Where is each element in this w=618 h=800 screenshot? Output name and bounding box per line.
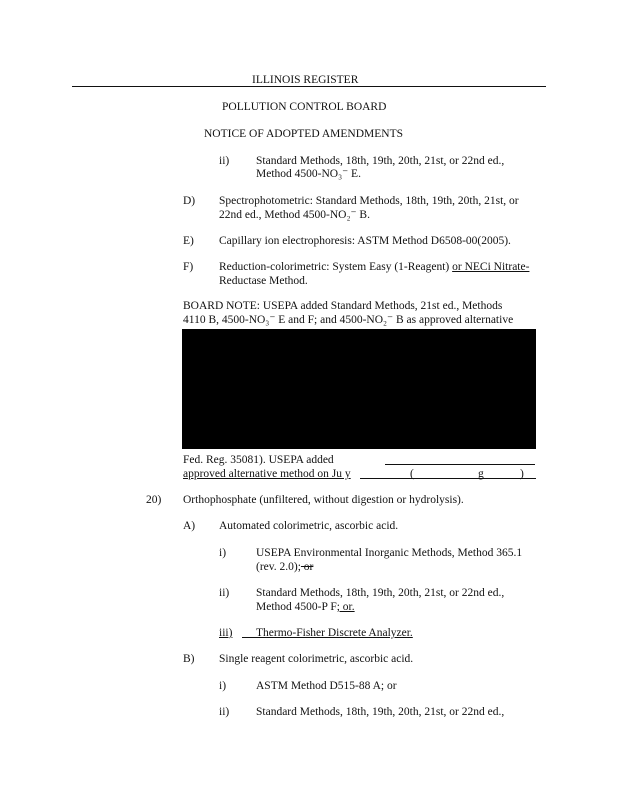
ortho-b-title: Single reagent colorimetric, ascorbic acid.	[219, 653, 414, 665]
ortho-a-iii-number: iii)	[219, 627, 233, 639]
ortho-b-i-line1: ASTM Method D515-88 A; or	[256, 680, 397, 692]
item-ii-number: ii)	[219, 155, 230, 167]
redaction-block	[182, 329, 536, 449]
item-ii-line1: Standard Methods, 18th, 19th, 20th, 21st, or 22nd ed.,	[256, 155, 505, 167]
ortho-a-i-line2-text: (rev. 2.0);	[256, 561, 301, 573]
notice-title: NOTICE OF ADOPTED AMENDMENTS	[204, 128, 404, 140]
board-note-line3-rule	[385, 464, 535, 465]
item-f-line1-text: Reduction-colorimetric: System Easy (1-Reagent)	[219, 261, 453, 273]
item-f-line2: Reductase Method.	[219, 275, 308, 287]
ortho-a-number: A)	[183, 520, 196, 532]
ortho-a-title: Automated colorimetric, ascorbic acid.	[219, 520, 399, 532]
ortho-b-i-number: i)	[219, 680, 227, 692]
ortho-a-ii-added-text: ; or.	[336, 601, 355, 613]
ortho-a-ii-line2-text: Method 4500-P F	[256, 601, 337, 613]
board-note-line4-paren-open: (	[410, 468, 414, 480]
item-f-added-text: or NECi Nitrate-	[452, 261, 530, 273]
ortho-b-ii-number: ii)	[219, 706, 230, 718]
ortho-a-i-line2	[256, 559, 313, 575]
ortho-a-iii-underline	[242, 637, 256, 638]
item-d-line1: Spectrophotometric: Standard Methods, 18th, 19th, 20th, 21st, or	[219, 195, 519, 207]
ortho-a-i-number: i)	[219, 547, 227, 559]
ortho-a-iii-line1: Thermo-Fisher Discrete Analyzer.	[256, 627, 413, 639]
ortho-number: 20)	[146, 494, 162, 506]
board-note-line1: BOARD NOTE: USEPA added Standard Methods, 21st ed., Methods	[183, 300, 503, 312]
ortho-b-number: B)	[183, 653, 195, 665]
item-e-number: E)	[183, 235, 194, 247]
register-title: ILLINOIS REGISTER	[252, 74, 359, 86]
board-note-line4: approved alternative method on Ju y	[183, 468, 351, 480]
board-note-line2: 4110 B, 4500-NO₃⁻ E and F; and 4500-NO₂⁻ B as approved alternative	[183, 314, 514, 326]
item-f-number: F)	[183, 261, 194, 273]
ortho-a-i-deleted-text: or	[300, 561, 314, 573]
item-e-line1: Capillary ion electrophoresis: ASTM Method D6508-00(2005).	[219, 235, 511, 247]
ortho-b-ii-line1: Standard Methods, 18th, 19th, 20th, 21st, or 22nd ed.,	[256, 706, 505, 718]
board-note-line4-rule	[360, 478, 536, 479]
ortho-a-ii-line2	[256, 599, 355, 615]
board-title: POLLUTION CONTROL BOARD	[222, 101, 387, 113]
ortho-title: Orthophosphate (unfiltered, without digestion or hydrolysis).	[183, 494, 464, 506]
item-d-number: D)	[183, 195, 196, 207]
ortho-a-ii-number: ii)	[219, 587, 230, 599]
board-note-line4-paren-close: )	[520, 468, 524, 480]
ortho-a-i-line1: USEPA Environmental Inorganic Methods, Method 365.1	[256, 547, 523, 559]
board-note-line4-g: g	[478, 468, 484, 480]
item-ii-line2: Method 4500-NO₃⁻ E.	[256, 168, 361, 180]
board-note-line3: Fed. Reg. 35081). USEPA added	[183, 454, 334, 466]
item-d-line2: 22nd ed., Method 4500-NO₂⁻ B.	[219, 209, 370, 221]
ortho-a-ii-line1: Standard Methods, 18th, 19th, 20th, 21st, or 22nd ed.,	[256, 587, 505, 599]
